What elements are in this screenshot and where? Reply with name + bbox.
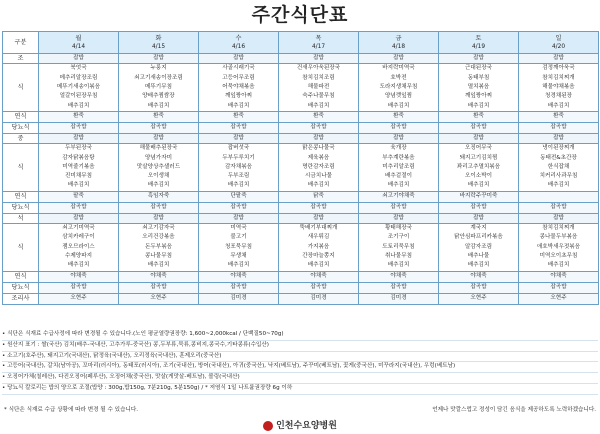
breakfast-snack: 환죽 [39, 111, 119, 122]
breakfast-snack: 환죽 [119, 111, 199, 122]
dish-item: 배추김치 [147, 262, 170, 269]
dinner-dishes [359, 224, 439, 271]
lunch-rice: 잡밥 [199, 133, 279, 143]
dish-item: 두부두루치기 [222, 154, 255, 161]
dinner-label: 석 [3, 213, 39, 223]
dish-item: 배추김치 [227, 102, 250, 109]
dish-item: 맛살양상추샐러드 [136, 163, 181, 170]
lunch-snack [519, 191, 599, 202]
staff-label: 조리사 [3, 293, 39, 304]
dish-item: 부추계란볶음 [382, 154, 415, 161]
breakfast-rice: 잡밥 [119, 54, 199, 64]
dish-item: 두부조림 [227, 173, 250, 180]
breakfast-diabetic: 잡곡밥 [279, 122, 359, 133]
dinner-rice: 잡밥 [199, 213, 279, 223]
dish-item: 감자닭볶음탕 [62, 154, 95, 161]
dinner-diabetic: 잡곡밥 [359, 282, 439, 293]
dish-item: 한식잡채 [547, 163, 570, 170]
dinner-dishes [279, 224, 359, 271]
breakfast-suffix-label: 식 [3, 64, 39, 111]
dinner-diabetic: 잡곡밥 [39, 282, 119, 293]
dish-item: 배추김치 [547, 262, 570, 269]
breakfast-diabetic: 잡곡밥 [359, 122, 439, 133]
dish-item: 꽈리고추멸치볶음 [456, 163, 501, 170]
dish-item: 배추김치 [387, 262, 410, 269]
dish-item: 배추김치 [227, 262, 250, 269]
day-header [439, 32, 519, 54]
breakfast-snack: 환죽 [199, 111, 279, 122]
hospital-logo-icon [263, 421, 273, 431]
breakfast-diabetic: 잡곡밥 [439, 122, 519, 133]
dish-item: 뚝배기부대찌개 [299, 225, 338, 232]
lunch-rice: 잡밥 [439, 133, 519, 143]
dinner-rice: 잡밥 [39, 213, 119, 223]
dish-item: 검정깨아욱국 [542, 65, 575, 72]
dinner-snack: 야채죽 [199, 271, 279, 282]
note-line: • 원산지 표기 : 쌀(국산) 김치(배추-국내산, 고추가루-중국산) 콩,두부류,묵류,콩비지,콩국수,기타콩류(수입산) [2, 341, 598, 352]
day-header [39, 32, 119, 54]
staff-name: 오현주 [439, 293, 519, 304]
breakfast-rice: 잡밥 [519, 54, 599, 64]
breakfast-snack: 환죽 [279, 111, 359, 122]
dish-item: 오리건강볶음 [142, 234, 175, 241]
dish-item: 쇠고기새송이장조림 [134, 74, 183, 81]
day-date: 4/20 [551, 43, 566, 50]
lunch-snack: 단팥죽 [199, 191, 279, 202]
dish-item: 깨잎짱아찌 [224, 93, 253, 100]
breakfast-rice: 잡밥 [39, 54, 119, 64]
dish-item: 숙주나물무침 [302, 93, 335, 100]
dish-item: 메뚜기새송이볶음 [56, 84, 101, 90]
menu-table [2, 31, 599, 305]
dish-item: 육개장 [390, 145, 407, 152]
dish-item: 청포묵무침 [224, 243, 253, 250]
breakfast-label: 조 [3, 54, 39, 64]
lunch-dishes [199, 144, 279, 191]
dish-item: 메추리알장조림 [59, 74, 98, 81]
dish-item: 삼치카레구이 [62, 234, 95, 241]
dish-item: 호박전 [390, 74, 407, 81]
dinner-dishes [439, 224, 519, 271]
dish-item: 배추김치 [307, 182, 330, 189]
day-date: 4/16 [231, 43, 246, 50]
lunch-dishes [519, 144, 599, 191]
dish-item: 황태해장국 [384, 225, 413, 232]
breakfast-dishes [359, 64, 439, 111]
page-title: 주간식단표 [251, 4, 349, 26]
hospital-name: 인천수요양병원 [276, 421, 337, 431]
dish-item: 고등어무조림 [222, 74, 255, 81]
day-name: 토 [475, 34, 482, 42]
dish-item: 배추김치 [547, 182, 570, 189]
dish-item: 가지볶음 [307, 243, 330, 250]
dish-item: 동태부침 [467, 74, 490, 81]
lunch-snack-label: 연식 [3, 191, 39, 202]
dinner-snack-label: 연식 [3, 271, 39, 282]
dish-item: 쇠고기미역국 [62, 225, 95, 232]
note-line: • 당뇨식 칼로리는 밥의 양으로 조절(밥양 : 300g,밥150g, 7분210g, 5분150g) / * 저염식 1일 나트륨권장량 6g 이하 [2, 384, 598, 395]
breakfast-snack: 환죽 [519, 111, 599, 122]
dish-item: 조기구이 [387, 234, 410, 241]
day-name: 월 [75, 34, 82, 42]
breakfast-snack-label: 연식 [3, 111, 39, 122]
dish-item: 해물야채볶음 [542, 84, 575, 90]
dish-item: 간장마늘쫑지 [302, 253, 335, 260]
breakfast-rice: 잡밥 [199, 54, 279, 64]
day-name: 일 [555, 34, 562, 42]
header-label: 구분 [3, 32, 39, 54]
dish-item: 배추김치 [387, 102, 410, 109]
lunch-dishes [439, 144, 519, 191]
dinner-rice: 잡밥 [439, 213, 519, 223]
footer-notice: * 식단은 식재료 수급 상황에 따라 변경 될 수 있습니다. [4, 407, 139, 413]
lunch-dishes [279, 144, 359, 191]
lunch-dishes [39, 144, 119, 191]
dinner-snack: 야채죽 [39, 271, 119, 282]
breakfast-rice: 잡밥 [359, 54, 439, 64]
lunch-diabetic: 잡곡밥 [199, 202, 279, 213]
dish-item: 도토리묵무침 [382, 243, 415, 250]
dish-item: 배추김치 [467, 262, 490, 269]
lunch-rice: 잡밥 [39, 133, 119, 143]
dish-item: 북엇국 [70, 65, 87, 72]
dish-item: 배추나물 [467, 253, 490, 260]
lunch-diabetic: 잡곡밥 [39, 202, 119, 213]
lunch-snack: 흑임자죽 [119, 191, 199, 202]
dish-item: 배추김치 [67, 102, 90, 109]
lunch-rice: 잡밥 [359, 133, 439, 143]
dish-item: 미추리알조림 [382, 163, 415, 170]
dinner-diabetic: 잡곡밥 [519, 282, 599, 293]
breakfast-diabetic: 잡곡밥 [119, 122, 199, 133]
dish-item: 해물배추된장국 [139, 145, 178, 152]
dish-item: 깨잎짱아찌 [464, 93, 493, 100]
day-header [199, 32, 279, 54]
lunch-snack: 닭죽 [279, 191, 359, 202]
dish-item: 두부된장국 [64, 145, 93, 152]
dish-item: 오징어무국 [464, 145, 493, 152]
dinner-dishes [39, 224, 119, 271]
day-date: 4/19 [471, 43, 486, 50]
dish-item: 새우튀김 [307, 234, 330, 241]
dish-item: 청경채된장 [544, 93, 573, 100]
lunch-diabetic-label: 당뇨식 [3, 202, 39, 213]
dish-item: 배추김치 [387, 182, 410, 189]
dinner-suffix-label: 식 [3, 224, 39, 271]
lunch-rice: 잡밥 [279, 133, 359, 143]
dish-item: 배추김치 [147, 102, 170, 109]
day-date: 4/18 [391, 43, 406, 50]
staff-name: 오현주 [519, 293, 599, 304]
dish-item: 메뚜기무침 [144, 84, 173, 90]
day-header [519, 32, 599, 54]
dinner-diabetic: 잡곡밥 [279, 282, 359, 293]
lunch-rice: 잡밥 [119, 133, 199, 143]
breakfast-dishes [519, 64, 599, 111]
breakfast-dishes [439, 64, 519, 111]
dish-item: 미역국 [230, 225, 247, 232]
note-line: • 식단은 식재료 수급사정에 따라 변경될 수 있습니다.(노인 평균열량권장량: 1,600~2,000kcal / 단백질50~70g) [2, 330, 598, 341]
dish-item: 바지락미역국 [382, 65, 415, 72]
breakfast-rice: 잡밥 [439, 54, 519, 64]
dinner-dishes [519, 224, 599, 271]
dish-item: 해물파전 [307, 84, 330, 90]
dish-item: 어묵야채볶음 [222, 84, 255, 90]
footer-slogan: 언제나 맛깔스럽고 정성이 담긴 음식을 제공하도록 노력하겠습니다. [432, 407, 596, 413]
dish-item: 맑은콩나물국 [302, 145, 335, 152]
staff-name: 오현주 [39, 293, 119, 304]
dinner-rice: 잡밥 [119, 213, 199, 223]
lunch-suffix-label: 식 [3, 144, 39, 191]
lunch-dishes [359, 144, 439, 191]
dish-item: 사골시래기국 [222, 65, 255, 72]
dish-item: 취나물무침 [384, 253, 413, 260]
dinner-diabetic-label: 당뇨식 [3, 282, 39, 293]
day-header [119, 32, 199, 54]
lunch-dishes [119, 144, 199, 191]
lunch-diabetic: 잡곡밥 [279, 202, 359, 213]
dish-item: 배추겉절이 [384, 173, 413, 180]
day-date: 4/14 [71, 43, 86, 50]
lunch-snack: 바지락주꾸미죽 [439, 191, 519, 202]
dish-item: 오이생채 [147, 173, 170, 180]
dish-item: 미역줄기볶음 [62, 163, 95, 170]
hospital-logo [0, 418, 600, 431]
dish-item: 동태전&초간장 [540, 154, 577, 161]
dinner-rice: 잡밥 [359, 213, 439, 223]
day-header [279, 32, 359, 54]
dish-item: 양배추찜쌈장 [142, 93, 175, 100]
dish-item: 배추김치 [147, 182, 170, 189]
dish-item: 미역오이초무침 [539, 253, 578, 260]
breakfast-dishes [39, 64, 119, 111]
day-name: 화 [155, 34, 162, 42]
dish-item: 수제양파지 [64, 253, 93, 260]
day-date: 4/17 [311, 43, 326, 50]
dish-item: 명란감자조림 [302, 163, 335, 170]
staff-name: 김미경 [199, 293, 279, 304]
breakfast-rice: 잡밥 [279, 54, 359, 64]
breakfast-dishes [279, 64, 359, 111]
dish-item: 알감자조림 [464, 243, 493, 250]
dish-item: 참치김치조림 [302, 74, 335, 81]
day-date: 4/15 [151, 43, 166, 50]
day-name: 금 [395, 34, 402, 42]
dish-item: 제육볶음 [307, 154, 330, 161]
dish-item: 잡버섯국 [227, 145, 250, 152]
dish-item: 건새우아욱된장국 [296, 65, 341, 72]
dish-item: 참치김치찌개 [542, 74, 575, 81]
dish-item: 배추김치 [547, 102, 570, 109]
note-line: • 오징어가체(칠레산), 다진오징어(페루산), 오징어채(중국산), 맛살(게맛살-베트남), 볼링(국내산) [2, 373, 598, 384]
dish-item: 계국지 [470, 225, 487, 232]
dish-item: 돈두부볶음 [144, 243, 173, 250]
dinner-dishes [119, 224, 199, 271]
breakfast-diabetic-label: 당뇨식 [3, 122, 39, 133]
dinner-diabetic: 잡곡밥 [199, 282, 279, 293]
dish-item: 불고기 [230, 234, 247, 241]
dish-item: 양념깻잎찜 [384, 93, 413, 100]
dish-item: 양념가자미 [144, 154, 173, 161]
breakfast-diabetic: 잡곡밥 [199, 122, 279, 133]
dish-item: 콩나물두부볶음 [539, 234, 578, 241]
dinner-snack: 야채죽 [119, 271, 199, 282]
dish-item: 참치김치찌개 [542, 225, 575, 232]
dish-item: 냉이된장찌개 [542, 145, 575, 152]
dish-item: 쇠고기감자국 [142, 225, 175, 232]
dinner-dishes [199, 224, 279, 271]
note-line: • 고등어(국내산), 갈치(남아공), 꼬마리(러시아), 동태포(러시아), 조기(국내산), 방어(국내산), 아귀(중국산), 낙지(베트남), 주꾸미(베트남), 꽃게(중국산), 미꾸라지(국내산), 우렁(베트남) [2, 362, 598, 373]
dish-item: 돼지고기김치찜 [459, 154, 498, 161]
lunch-diabetic: 잡곡밥 [439, 202, 519, 213]
staff-name: 김미경 [359, 293, 439, 304]
lunch-snack: 팥죽 [39, 191, 119, 202]
notes-section [2, 330, 598, 395]
dish-item: 근대된장국 [464, 65, 493, 72]
day-name: 목 [315, 34, 322, 42]
breakfast-snack: 환죽 [359, 111, 439, 122]
breakfast-diabetic: 잡곡밥 [39, 122, 119, 133]
dish-item: 애호박새우젓볶음 [536, 243, 581, 250]
day-header [359, 32, 439, 54]
dinner-snack: 야채죽 [519, 271, 599, 282]
breakfast-dishes [199, 64, 279, 111]
staff-name: 김미경 [279, 293, 359, 304]
dish-item: 시금치나물 [304, 173, 333, 180]
dish-item: 배추김치 [307, 262, 330, 269]
breakfast-snack: 환죽 [439, 111, 519, 122]
dish-item: 배추김치 [67, 262, 90, 269]
lunch-diabetic: 잡곡밥 [359, 202, 439, 213]
dish-item: 감자채볶음 [224, 163, 253, 170]
dish-item: 무생채 [230, 253, 247, 260]
note-line: • 소고기(호주산), 돼지고기(국내산), 닭정육(국내산), 오리정육(국내산), 훈제오리(중국산) [2, 352, 598, 363]
dinner-snack: 야채죽 [439, 271, 519, 282]
dish-item: 진미채무침 [64, 173, 93, 180]
dinner-diabetic: 잡곡밥 [119, 282, 199, 293]
lunch-diabetic: 잡곡밥 [119, 202, 199, 213]
staff-name: 오현주 [119, 293, 199, 304]
dish-item: 도라지생채무침 [379, 84, 418, 90]
breakfast-dishes [119, 64, 199, 111]
dinner-snack: 야채죽 [359, 271, 439, 282]
dish-item: 배추김치 [467, 102, 490, 109]
dish-item: 배추김치 [67, 182, 90, 189]
lunch-label: 중 [3, 133, 39, 143]
lunch-rice: 잡밥 [519, 133, 599, 143]
dish-item: 멸치볶음 [467, 84, 490, 90]
dish-item: 배추김치 [307, 102, 330, 109]
dinner-rice: 잡밥 [279, 213, 359, 223]
day-name: 수 [235, 34, 242, 42]
lunch-diabetic: 잡곡밥 [519, 202, 599, 213]
dish-item: 배추김치 [227, 182, 250, 189]
breakfast-diabetic: 잡곡밥 [519, 122, 599, 133]
dish-item: 누룽지 [150, 65, 167, 72]
dinner-rice: 잡밥 [519, 213, 599, 223]
dinner-snack: 야채죽 [279, 271, 359, 282]
dish-item: 콩나물무침 [144, 253, 173, 260]
dish-item: 치커리사과무침 [539, 173, 578, 180]
lunch-snack: 쇠고기야채죽 [359, 191, 439, 202]
dish-item: 오이소박이 [464, 173, 493, 180]
dish-item: 닭안심파프리카볶음 [454, 234, 503, 241]
dish-item: 배추김치 [467, 182, 490, 189]
dish-item: 잼오므라이스 [62, 243, 95, 250]
dish-item: 얼갈이된장무침 [59, 93, 98, 100]
dinner-diabetic: 잡곡밥 [439, 282, 519, 293]
